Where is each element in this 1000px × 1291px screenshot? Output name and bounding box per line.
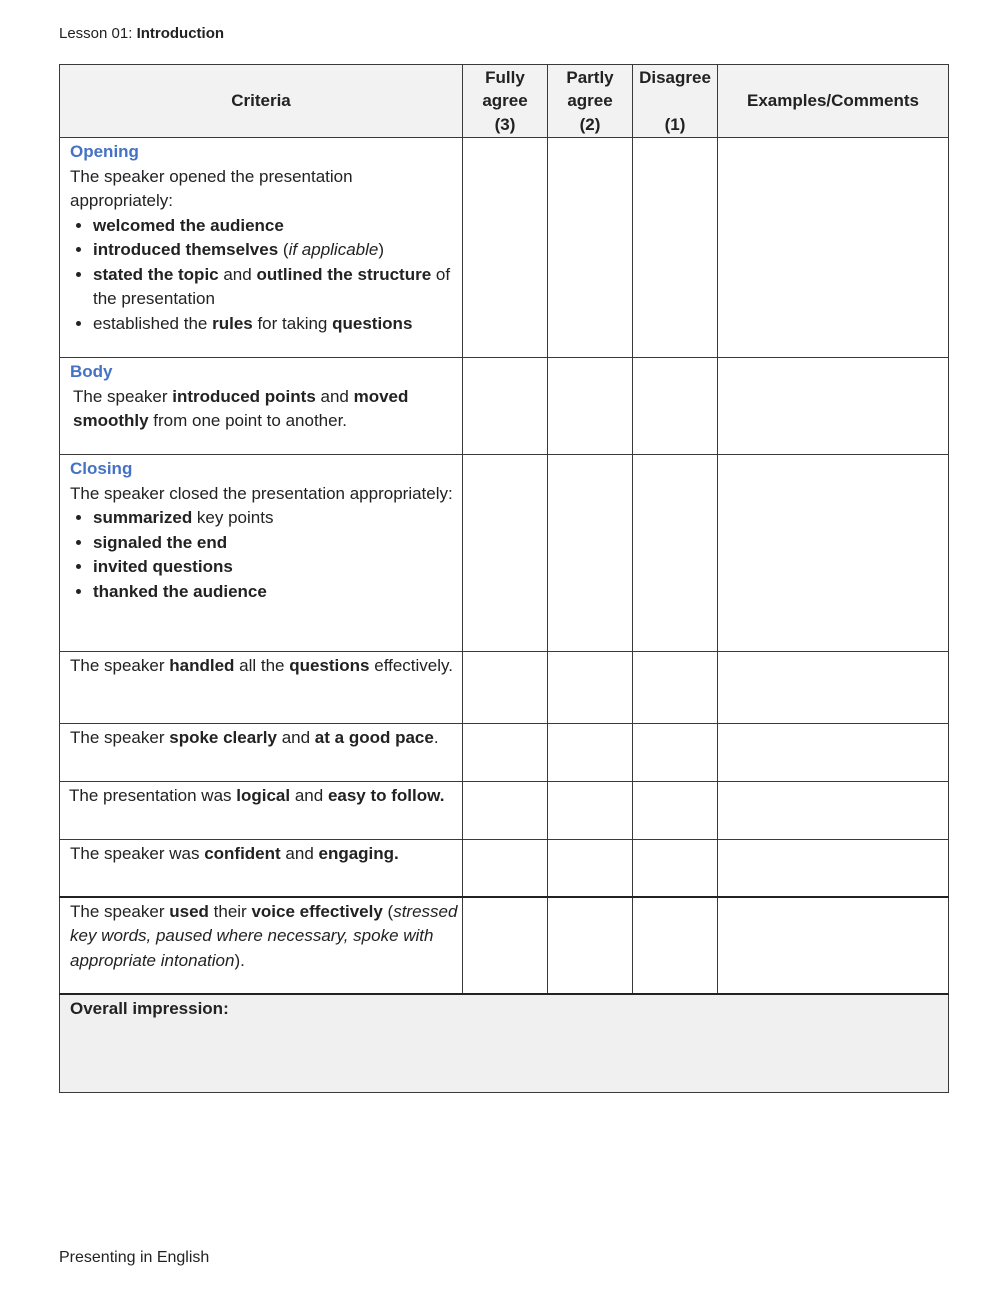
evaluation-rubric-table xyxy=(59,64,949,1093)
list-item: • welcomed the audience xyxy=(93,214,460,239)
overall-impression-label: Overall impression: xyxy=(70,998,229,1018)
list-item: • invited questions xyxy=(93,555,460,580)
partly-agree-header: Partly agree (2) xyxy=(548,65,633,138)
criterion-closing xyxy=(60,455,463,652)
criterion-voice: The speaker used their voice effectively (stressed key words, paused where necessary, spoke with appropriate intonation). xyxy=(60,897,463,994)
criterion-row-confidence xyxy=(60,840,949,897)
rating-cell-partly-agree[interactable] xyxy=(548,358,633,455)
rating-cell-partly-agree[interactable] xyxy=(548,724,633,782)
list-item: • stated the topic and outlined the structure of the presentation xyxy=(93,263,460,312)
rating-cell-disagree[interactable] xyxy=(633,138,718,358)
rating-cell-fully-agree[interactable] xyxy=(463,724,548,782)
body-title: Body xyxy=(70,362,113,381)
disagree-header: Disagree (1) xyxy=(633,65,718,138)
criterion-row-opening xyxy=(60,138,949,358)
rating-cell-fully-agree[interactable] xyxy=(463,138,548,358)
header-row xyxy=(60,65,949,138)
list-item: • thanked the audience xyxy=(93,580,460,605)
rating-cell-partly-agree[interactable] xyxy=(548,782,633,840)
comments-cell[interactable] xyxy=(718,782,949,840)
rating-cell-partly-agree[interactable] xyxy=(548,652,633,724)
criterion-confidence: The speaker was confident and engaging. xyxy=(60,840,463,897)
list-item: • signaled the end xyxy=(93,531,460,556)
lesson-prefix: Lesson 01: xyxy=(59,25,137,42)
comments-cell[interactable] xyxy=(718,652,949,724)
comments-cell[interactable] xyxy=(718,455,949,652)
opening-title: Opening xyxy=(70,142,139,161)
rating-cell-fully-agree[interactable] xyxy=(463,455,548,652)
closing-intro: The speaker closed the presentation appropriately: xyxy=(70,483,453,503)
page-header xyxy=(59,25,224,42)
rating-cell-disagree[interactable] xyxy=(633,455,718,652)
list-item: • established the rules for taking questions xyxy=(93,312,460,337)
criterion-logic: The presentation was logical and easy to follow. xyxy=(60,782,463,840)
criterion-row-voice xyxy=(60,897,949,994)
list-item: • introduced themselves (if applicable) xyxy=(93,238,460,263)
overall-row xyxy=(60,994,949,1093)
rating-cell-fully-agree[interactable] xyxy=(463,897,548,994)
rating-cell-disagree[interactable] xyxy=(633,724,718,782)
criterion-clarity: The speaker spoke clearly and at a good pace. xyxy=(60,724,463,782)
page-footer: Presenting in English xyxy=(59,1249,210,1266)
criterion-opening xyxy=(60,138,463,358)
comments-cell[interactable] xyxy=(718,724,949,782)
rating-cell-disagree[interactable] xyxy=(633,782,718,840)
comments-cell[interactable] xyxy=(718,358,949,455)
criterion-row-logic xyxy=(60,782,949,840)
criterion-row-questions xyxy=(60,652,949,724)
closing-bullets xyxy=(70,506,460,604)
rating-cell-disagree[interactable] xyxy=(633,652,718,724)
rating-cell-partly-agree[interactable] xyxy=(548,455,633,652)
rating-cell-partly-agree[interactable] xyxy=(548,138,633,358)
criterion-questions: The speaker handled all the questions effectively. xyxy=(60,652,463,724)
rating-cell-fully-agree[interactable] xyxy=(463,840,548,897)
opening-intro: The speaker opened the presentation appropriately: xyxy=(70,166,353,210)
rating-cell-fully-agree[interactable] xyxy=(463,652,548,724)
fully-agree-header: Fully agree (3) xyxy=(463,65,548,138)
criteria-header: Criteria xyxy=(60,65,463,138)
overall-impression-cell[interactable] xyxy=(60,994,949,1093)
rating-cell-disagree[interactable] xyxy=(633,840,718,897)
rating-cell-partly-agree[interactable] xyxy=(548,897,633,994)
list-item: • summarized key points xyxy=(93,506,460,531)
criterion-row-clarity xyxy=(60,724,949,782)
lesson-title: Introduction xyxy=(136,25,225,42)
closing-title: Closing xyxy=(70,459,133,478)
rating-cell-disagree[interactable] xyxy=(633,358,718,455)
comments-cell[interactable] xyxy=(718,840,949,897)
rating-cell-fully-agree[interactable] xyxy=(463,358,548,455)
comments-cell[interactable] xyxy=(718,138,949,358)
comments-cell[interactable] xyxy=(718,897,949,994)
opening-bullets xyxy=(70,214,460,337)
criterion-row-closing xyxy=(60,455,949,652)
rating-cell-fully-agree[interactable] xyxy=(463,782,548,840)
comments-header: Examples/Comments xyxy=(718,65,949,138)
criterion-row-body xyxy=(60,358,949,455)
criterion-body xyxy=(60,358,463,455)
rating-cell-disagree[interactable] xyxy=(633,897,718,994)
body-text: The speaker introduced points and moved smoothly from one point to another. xyxy=(73,386,409,430)
rating-cell-partly-agree[interactable] xyxy=(548,840,633,897)
